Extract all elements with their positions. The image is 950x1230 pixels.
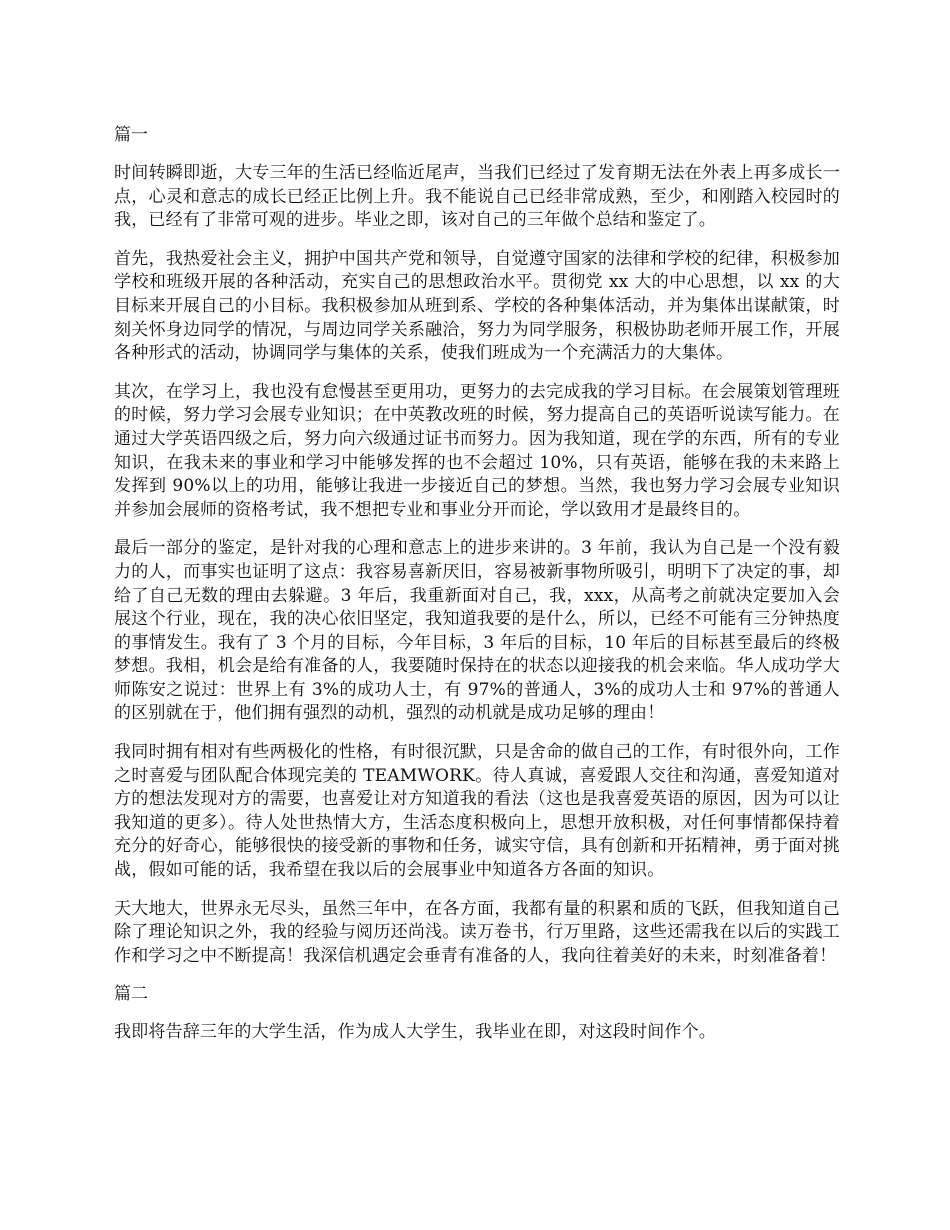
document-page	[114, 124, 840, 1060]
paragraph: 首先，我热爱社会主义，拥护中国共产党和领导，自觉遵守国家的法律和学校的纪律，积极参加学校和班级开展的各种活动，充实自己的思想政治水平。贯彻党 xx 大的中心思想，以 xx 的大目标来开展自己的小目标。我积极参加从班到系、学校的各种集体活动，并为集体出谋献策，时刻关怀身边同学的情况，与周边同学关系融洽，努力为同学服务，积极协助老师开展工作，开展各种形式的活动，协调同学与集体的关系，使我们班成为一个充满活力的大集体。	[114, 248, 840, 364]
paragraph: 我即将告辞三年的大学生活，作为成人大学生，我毕业在即，对这段时间作个。	[114, 1022, 716, 1043]
section-1-title: 篇一	[114, 125, 148, 145]
paragraph: 最后一部分的鉴定，是针对我的心理和意志上的进步来讲的。3 年前，我认为自己是一个没有毅力的人，而事实也证明了这点：我容易喜新厌旧，容易被新事物所吸引，明明下了决定的事，却给了自己无数的理由去躲避。3 年后，我重新面对自己，我，xxx，从高考之前就决定要加入会展这个行业，现在，我的决心依旧坚定，我知道我要的是什么，所以，已经不可能有三分钟热度的事情发生。我有了 3 个月的目标，今年目标，3 年后的目标，10 年后的目标甚至最后的终极梦想。我相，机会是给有准备的人，我要随时保持在的状态以迎接我的机会来临。华人成功学大师陈安之说过：世界上有 3%的成功人士，有 97%的普通人，3%的成功人士和 97%的普通人的区别就在于，他们拥有强烈的动机，强烈的动机就是成功足够的理由！	[114, 538, 840, 724]
paragraph: 时间转瞬即逝，大专三年的生活已经临近尾声，当我们已经过了发育期无法在外表上再多成长一点，心灵和意志的成长已经正比例上升。我不能说自己已经非常成熟，至少，和刚踏入校园时的我，已经有了非常可观的进步。毕业之即，该对自己的三年做个总结和鉴定了。	[114, 163, 840, 231]
paragraph: 天大地大，世界永无尽头，虽然三年中，在各方面，我都有量的积累和质的飞跃，但我知道自己除了理论知识之外，我的经验与阅历还尚浅。读万卷书，行万里路，这些还需我在以后的实践工作和学习之中不断提高！我深信机遇定会垂青有准备的人，我向往着美好的未来，时刻准备着！	[114, 898, 840, 966]
paragraph: 我同时拥有相对有些两极化的性格，有时很沉默，只是舍命的做自己的工作，有时很外向，工作之时喜爱与团队配合体现完美的 TEAMWORK。待人真诚，喜爱跟人交往和沟通，喜爱知道对方的想法发现对方的需要，也喜爱让对方知道我的看法（这也是我喜爱英语的原因，因为可以让我知道的更多）。待人处世热情大方，生活态度积极向上，思想开放积极，对任何事情都保持着充分的好奇心，能够很快的接受新的事物和任务，诚实守信，具有创新和开拓精神，勇于面对挑战，假如可能的话，我希望在我以后的会展事业中知道各方各面的知识。	[114, 742, 840, 881]
section-2-title: 篇二	[114, 984, 148, 1005]
paragraph: 其次，在学习上，我也没有怠慢甚至更用功，更努力的去完成我的学习目标。在会展策划管理班的时候，努力学习会展专业知识；在中英教改班的时候，努力提高自己的英语听说读写能力。在通过大学英语四级之后，努力向六级通过证书而努力。因为我知道，现在学的东西，所有的专业知识，在我未来的事业和学习中能够发挥的也不会超过 10%，只有英语，能够在我的未来路上发挥到 90%以上的功用，能够让我进一步接近自己的梦想。当然，我也努力学习会展专业知识并参加会展师的资格考试，我不想把专业和事业分开而论，学以致用才是最终目的。	[114, 381, 840, 520]
